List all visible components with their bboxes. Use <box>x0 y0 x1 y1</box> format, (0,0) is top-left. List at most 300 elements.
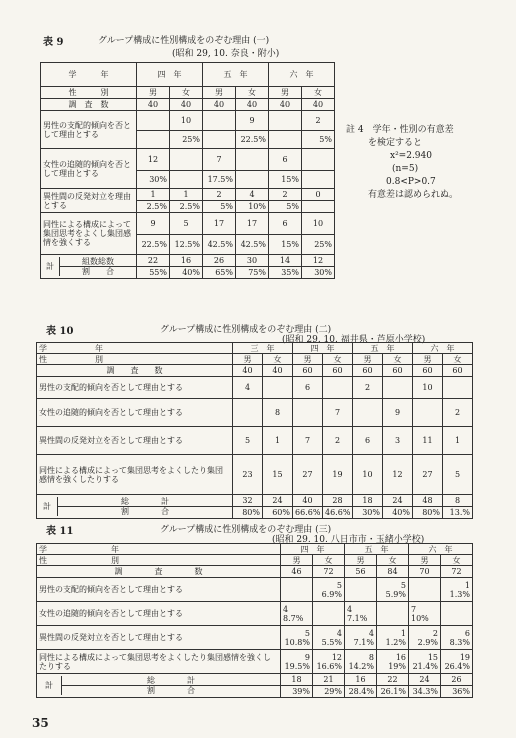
ratio-value: 13.% <box>443 507 473 519</box>
count-cell: 40 <box>269 99 302 111</box>
num-value: 4 <box>368 628 374 638</box>
table-row <box>37 602 473 626</box>
ratio-value: 30% <box>353 507 383 519</box>
ratio-value: 75% <box>236 267 269 279</box>
num-cell: 2 <box>302 111 335 131</box>
row-label: 女性の追随的傾向を否として理由とする <box>37 602 281 626</box>
pct-value: 14.2% <box>348 661 374 671</box>
value-cell: 11 <box>413 427 443 455</box>
row-label: 同性による構成によって集団思考をよくしたり集団感情を強くしたりする <box>37 455 233 495</box>
ratio-value: 66.6% <box>293 507 323 519</box>
value-cell <box>353 399 383 427</box>
total-sub-label: 組数総数 <box>60 257 136 267</box>
pct-cell <box>170 171 203 189</box>
sex-cell: 男 <box>353 354 383 365</box>
row-label: 異性間の反発対立を否として理由とする <box>37 427 233 455</box>
pct-value: 26.4% <box>444 661 470 671</box>
ratio-value: 28.4% <box>345 686 377 698</box>
num-cell: 10 <box>170 111 203 131</box>
value-cell: 6 <box>353 427 383 455</box>
row-label: 同性による構成によって集団思考をよくし集団感情を強くする <box>41 213 137 255</box>
row-label: 男性の支配的傾向を否として理由とする <box>37 578 281 602</box>
pct-value: 19.5% <box>284 661 310 671</box>
ratio-value: 35% <box>269 267 302 279</box>
ratio-value: 80% <box>413 507 443 519</box>
table-row <box>41 189 335 201</box>
value-cell: 27 <box>413 455 443 495</box>
stack-cell <box>441 578 473 602</box>
table10 <box>36 342 473 519</box>
sex-cell: 男 <box>137 87 170 99</box>
num-cell: 9 <box>236 111 269 131</box>
count-cell: 84 <box>377 566 409 578</box>
value-cell: 4 <box>233 377 263 399</box>
num-cell: 6 <box>269 149 302 171</box>
row-label: 同性による構成によって集団思考をよくしたり集団感情を強くしたりする <box>37 650 281 674</box>
row-label: 女性の追随的傾向を否として理由とする <box>41 149 137 189</box>
num-value: 19 <box>459 652 470 662</box>
value-cell: 1 <box>443 427 473 455</box>
num-value: 4 <box>336 628 342 638</box>
sex-row <box>37 354 473 365</box>
total-value: 24 <box>409 674 441 686</box>
pct-cell: 12.5% <box>170 235 203 255</box>
total-value: 14 <box>269 255 302 267</box>
num-value: 12 <box>331 652 342 662</box>
total-row <box>37 495 473 507</box>
pct-value: 1.2% <box>385 637 406 647</box>
value-cell: 5 <box>443 455 473 495</box>
row-label: 女性の追随的傾向を否として理由とする <box>37 399 233 427</box>
pct-value: 10% <box>411 613 429 623</box>
pct-cell: 17.5% <box>203 171 236 189</box>
stack-cell <box>281 602 313 626</box>
count-row <box>37 566 473 578</box>
count-cell: 56 <box>345 566 377 578</box>
pct-cell: 42.5% <box>203 235 236 255</box>
sex-cell: 男 <box>281 555 313 566</box>
sex-cell: 女 <box>383 354 413 365</box>
table-row <box>37 626 473 650</box>
total-value: 16 <box>345 674 377 686</box>
sex-cell: 女 <box>323 354 353 365</box>
table9 <box>40 62 335 279</box>
total-value: 22 <box>137 255 170 267</box>
pct-cell: 2.5% <box>137 201 170 213</box>
ratio-sub-label: 割 合 <box>147 686 195 695</box>
count-cell: 60 <box>443 365 473 377</box>
num-cell: 5 <box>170 213 203 235</box>
value-cell: 12 <box>383 455 413 495</box>
ratio-value: 46.6% <box>323 507 353 519</box>
pct-cell: 2.5% <box>170 201 203 213</box>
sex-row <box>41 87 335 99</box>
pct-cell: 25% <box>170 131 203 149</box>
pct-value: 8.7% <box>283 613 304 623</box>
num-cell: 10 <box>302 213 335 235</box>
num-value: 9 <box>304 652 310 662</box>
value-cell: 2 <box>323 427 353 455</box>
table11-title: グループ構成に性別構成をのぞむ理由 (三) <box>160 525 332 535</box>
pct-value: 8.3% <box>449 637 470 647</box>
pct-cell <box>137 131 170 149</box>
sex-cell: 女 <box>313 555 345 566</box>
stack-cell <box>441 626 473 650</box>
row-label: 異性間の反発対立を理由とする <box>41 189 137 213</box>
value-cell: 6 <box>293 377 323 399</box>
table9-label: 表 9 <box>43 37 64 48</box>
pct-cell: 15% <box>269 235 302 255</box>
pct-cell <box>269 131 302 149</box>
table-row <box>37 578 473 602</box>
stack-cell <box>281 578 313 602</box>
page-number: 35 <box>32 716 49 730</box>
num-value: 1 <box>464 580 470 590</box>
sex-cell: 女 <box>236 87 269 99</box>
stack-cell <box>377 626 409 650</box>
pct-cell: 5% <box>302 131 335 149</box>
num-cell <box>236 149 269 171</box>
table11-label: 表 11 <box>46 526 74 537</box>
stack-cell <box>313 578 345 602</box>
value-cell <box>443 377 473 399</box>
num-value: 6 <box>464 628 470 638</box>
count-header: 調 査 数 <box>37 365 233 377</box>
total-value: 40 <box>293 495 323 507</box>
pct-cell: 10% <box>236 201 269 213</box>
stack-cell <box>377 650 409 674</box>
pct-cell: 25% <box>302 235 335 255</box>
stack-cell <box>345 626 377 650</box>
value-cell: 5 <box>233 427 263 455</box>
grade-6: 六 年 <box>409 544 473 555</box>
sex-cell: 男 <box>233 354 263 365</box>
value-cell: 2 <box>443 399 473 427</box>
sex-cell: 男 <box>413 354 443 365</box>
table9-subtitle: (昭和 29, 10. 奈良・附小) <box>172 49 280 59</box>
num-cell <box>203 111 236 131</box>
count-cell: 40 <box>263 365 293 377</box>
sex-cell: 男 <box>345 555 377 566</box>
stack-cell <box>345 602 377 626</box>
total-value: 32 <box>233 495 263 507</box>
count-cell: 40 <box>203 99 236 111</box>
ratio-value: 36% <box>441 686 473 698</box>
note-line: x²=2.940 <box>390 151 432 161</box>
value-cell: 23 <box>233 455 263 495</box>
num-cell <box>269 111 302 131</box>
pct-value: 21.4% <box>412 661 438 671</box>
pct-value: 5.5% <box>321 637 342 647</box>
ratio-value: 40% <box>170 267 203 279</box>
grade-header: 学 年 <box>41 63 137 87</box>
value-cell: 9 <box>383 399 413 427</box>
ratio-value: 55% <box>137 267 170 279</box>
pct-cell: 22.5% <box>236 131 269 149</box>
ratio-value: 60% <box>263 507 293 519</box>
sex-cell: 女 <box>441 555 473 566</box>
count-cell: 72 <box>313 566 345 578</box>
value-cell: 3 <box>383 427 413 455</box>
count-cell: 40 <box>170 99 203 111</box>
total-value: 22 <box>377 674 409 686</box>
table-row <box>41 111 335 131</box>
pct-cell: 15% <box>269 171 302 189</box>
stack-cell <box>281 650 313 674</box>
stack-cell <box>377 602 409 626</box>
stack-cell <box>409 650 441 674</box>
pct-value: 7.1% <box>353 637 374 647</box>
num-value: 5 <box>304 628 310 638</box>
sex-cell: 女 <box>443 354 473 365</box>
value-cell <box>323 377 353 399</box>
total-value: 16 <box>170 255 203 267</box>
value-cell: 8 <box>263 399 293 427</box>
pct-cell: 30% <box>137 171 170 189</box>
pct-cell: 22.5% <box>137 235 170 255</box>
table-row <box>41 213 335 235</box>
ratio-value: 34.3% <box>409 686 441 698</box>
stack-cell <box>313 650 345 674</box>
row-label: 異性間の反発対立を否として理由とする <box>37 626 281 650</box>
count-cell: 40 <box>236 99 269 111</box>
value-cell: 15 <box>263 455 293 495</box>
note-line: 有意差は認められぬ。 <box>368 190 459 200</box>
num-value: 5 <box>336 580 342 590</box>
total-label: 計 <box>41 257 60 276</box>
num-value: 4 <box>347 604 353 614</box>
total-value: 24 <box>383 495 413 507</box>
num-cell: 9 <box>137 213 170 235</box>
sex-cell: 男 <box>203 87 236 99</box>
total-row <box>41 255 335 267</box>
total-value: 21 <box>313 674 345 686</box>
num-value: 1 <box>400 628 406 638</box>
num-cell: 1 <box>137 189 170 201</box>
ratio-sub-label: 割 合 <box>121 507 169 516</box>
grade-4: 四 年 <box>281 544 345 555</box>
value-cell: 7 <box>323 399 353 427</box>
ratio-sub-label: 割 合 <box>82 267 114 276</box>
pct-cell <box>302 201 335 213</box>
grade-5: 五 年 <box>353 343 413 354</box>
ratio-value: 26.1% <box>377 686 409 698</box>
ratio-value: 30% <box>302 267 335 279</box>
value-cell <box>413 399 443 427</box>
total-sub-label: 総 計 <box>62 676 280 686</box>
count-cell: 40 <box>233 365 263 377</box>
count-cell: 60 <box>293 365 323 377</box>
num-cell: 0 <box>302 189 335 201</box>
grade-4: 四 年 <box>137 63 203 87</box>
total-value: 18 <box>281 674 313 686</box>
count-cell: 72 <box>441 566 473 578</box>
pct-cell <box>236 171 269 189</box>
sex-row <box>37 555 473 566</box>
stack-cell <box>409 578 441 602</box>
total-label: 計 <box>37 676 62 695</box>
pct-value: 19% <box>388 661 406 671</box>
value-cell: 19 <box>323 455 353 495</box>
count-cell: 46 <box>281 566 313 578</box>
num-cell <box>137 111 170 131</box>
table9-title: グループ構成に性別構成をのぞむ理由 (一) <box>98 36 270 46</box>
note-line: (n=5) <box>392 164 419 174</box>
value-cell <box>263 377 293 399</box>
stack-cell <box>281 626 313 650</box>
grade-header: 学 年 <box>37 343 233 354</box>
count-header: 調 査 数 <box>37 566 281 578</box>
num-cell: 1 <box>170 189 203 201</box>
stack-cell <box>441 602 473 626</box>
pct-value: 10.8% <box>284 637 310 647</box>
count-row <box>37 365 473 377</box>
note-line: を検定すると <box>368 138 423 148</box>
num-cell: 2 <box>269 189 302 201</box>
num-value: 2 <box>432 628 438 638</box>
count-cell: 40 <box>302 99 335 111</box>
ratio-value: 39% <box>281 686 313 698</box>
stack-cell <box>313 602 345 626</box>
total-value: 8 <box>443 495 473 507</box>
table-row <box>41 149 335 171</box>
grade-header: 学 年 <box>37 544 281 555</box>
ratio-value: 80% <box>233 507 263 519</box>
sex-header: 性 別 <box>37 354 233 365</box>
pct-value: 6.9% <box>321 589 342 599</box>
table-row <box>37 455 473 495</box>
num-value: 5 <box>400 580 406 590</box>
sex-cell: 男 <box>409 555 441 566</box>
value-cell: 27 <box>293 455 323 495</box>
table-row <box>37 427 473 455</box>
sex-cell: 男 <box>293 354 323 365</box>
ratio-value: 65% <box>203 267 236 279</box>
total-value: 48 <box>413 495 443 507</box>
table-row <box>37 377 473 399</box>
count-cell: 70 <box>409 566 441 578</box>
stack-cell <box>441 650 473 674</box>
total-value: 26 <box>441 674 473 686</box>
stack-cell <box>409 626 441 650</box>
value-cell: 10 <box>413 377 443 399</box>
pct-cell: 5% <box>269 201 302 213</box>
total-value: 28 <box>323 495 353 507</box>
sex-cell: 男 <box>269 87 302 99</box>
table-row <box>37 399 473 427</box>
value-cell: 7 <box>293 427 323 455</box>
num-cell: 7 <box>203 149 236 171</box>
num-value: 7 <box>411 604 417 614</box>
total-cell <box>37 674 281 698</box>
total-cell <box>37 495 233 519</box>
num-value: 8 <box>368 652 374 662</box>
count-cell: 40 <box>137 99 170 111</box>
grade-3: 三 年 <box>233 343 293 354</box>
pct-value: 16.6% <box>316 661 342 671</box>
pct-cell: 42.5% <box>236 235 269 255</box>
note-block <box>346 124 458 202</box>
row-label: 男性の支配的傾向を否として理由とする <box>41 111 137 149</box>
grade-4: 四 年 <box>293 343 353 354</box>
table11 <box>36 543 473 698</box>
count-row <box>41 99 335 111</box>
value-cell: 2 <box>353 377 383 399</box>
total-value: 26 <box>203 255 236 267</box>
sex-cell: 女 <box>170 87 203 99</box>
ratio-value: 40% <box>383 507 413 519</box>
pct-cell: 5% <box>203 201 236 213</box>
num-cell: 17 <box>236 213 269 235</box>
grade-6: 六 年 <box>413 343 473 354</box>
pct-cell <box>302 171 335 189</box>
count-header: 調 査 数 <box>41 99 137 111</box>
total-value: 18 <box>353 495 383 507</box>
total-cell <box>41 255 137 279</box>
sex-cell: 女 <box>263 354 293 365</box>
value-cell <box>233 399 263 427</box>
value-cell <box>383 377 413 399</box>
total-value: 30 <box>236 255 269 267</box>
value-cell: 1 <box>263 427 293 455</box>
pct-value: 2.9% <box>417 637 438 647</box>
ratio-value: 29% <box>313 686 345 698</box>
sex-cell: 女 <box>377 555 409 566</box>
pct-value: 7.1% <box>347 613 368 623</box>
stack-cell <box>345 650 377 674</box>
grade-6: 六 年 <box>269 63 335 87</box>
sex-header: 性 別 <box>37 555 281 566</box>
pct-value: 1.3% <box>449 589 470 599</box>
note-line: 註 4 学年・性別の有意差 <box>346 125 454 135</box>
grade-5: 五 年 <box>203 63 269 87</box>
table10-title: グループ構成に性別構成をのぞむ理由 (二) <box>160 325 332 335</box>
count-cell: 60 <box>413 365 443 377</box>
num-cell: 2 <box>203 189 236 201</box>
stack-cell <box>377 578 409 602</box>
num-cell: 12 <box>137 149 170 171</box>
count-cell: 60 <box>383 365 413 377</box>
table10-label: 表 10 <box>46 326 74 337</box>
stack-cell <box>313 626 345 650</box>
row-label: 男性の支配的傾向を否として理由とする <box>37 377 233 399</box>
total-row <box>37 674 473 686</box>
sex-cell: 女 <box>302 87 335 99</box>
total-value: 24 <box>263 495 293 507</box>
num-value: 15 <box>427 652 438 662</box>
value-cell <box>293 399 323 427</box>
sex-header: 性 別 <box>41 87 137 99</box>
num-value: 4 <box>283 604 289 614</box>
num-cell <box>170 149 203 171</box>
num-cell: 17 <box>203 213 236 235</box>
note-line: 0.8<P>0.7 <box>386 177 436 187</box>
pct-value: 5.9% <box>385 589 406 599</box>
num-cell <box>302 149 335 171</box>
table10-subtitle: (昭和 29. 10. 福井県・芦原小学校) <box>282 335 426 345</box>
value-cell: 10 <box>353 455 383 495</box>
count-cell: 60 <box>323 365 353 377</box>
stack-cell <box>345 578 377 602</box>
table11-subtitle: (昭和 29. 10. 八日市市・玉緒小学校) <box>272 535 425 545</box>
total-sub-label: 総 計 <box>58 497 232 507</box>
stack-cell <box>409 602 441 626</box>
table-row <box>37 650 473 674</box>
num-value: 16 <box>395 652 406 662</box>
num-cell: 4 <box>236 189 269 201</box>
num-cell: 6 <box>269 213 302 235</box>
pct-cell <box>203 131 236 149</box>
